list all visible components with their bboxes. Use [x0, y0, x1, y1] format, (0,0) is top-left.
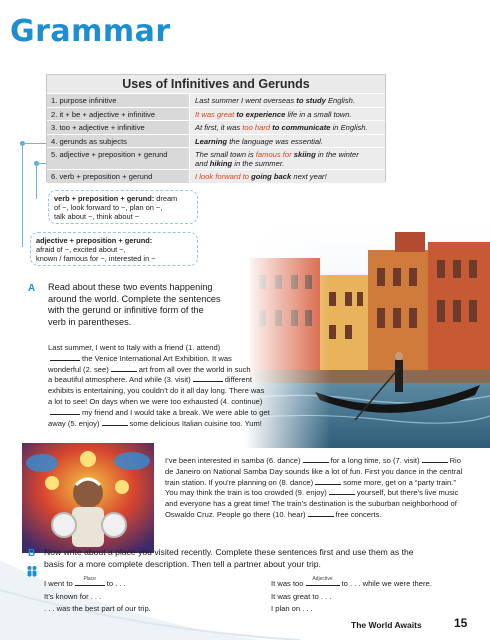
example-fragment: to study — [296, 96, 326, 105]
prompt-line: . . . was the best part of our trip. — [44, 604, 151, 613]
venice-paragraph — [48, 343, 338, 429]
prompts-left — [44, 578, 224, 616]
rule-cell: 1. purpose infinitive — [47, 94, 190, 107]
example-cell — [190, 121, 385, 134]
note-text: afraid of ~, excited about ~, — [36, 245, 126, 254]
instruction-line: verb in parentheses. — [48, 316, 132, 327]
prompt-text: It was too — [271, 579, 304, 588]
connector-hook — [36, 163, 46, 164]
page-number: 15 — [454, 616, 468, 630]
table-title: Uses of Infinitives and Gerunds — [122, 77, 310, 91]
answer-blank[interactable] — [422, 456, 448, 463]
para-text: wonderful (2. see) — [48, 364, 109, 374]
example-fragment: in the summer. — [232, 159, 285, 168]
example-fragment: Learning — [195, 136, 228, 146]
example-cell — [190, 135, 385, 148]
rule-cell: 3. too + adjective + infinitive — [47, 121, 190, 134]
blank-label: Adjective — [312, 576, 333, 582]
example-fragment: It was great — [195, 109, 235, 119]
example-fragment: At first, it was — [195, 123, 243, 132]
rule-cell: 2. it + be + adjective + infinitive — [47, 108, 190, 121]
para-line — [165, 456, 485, 467]
example-fragment: skiing — [291, 150, 316, 159]
connector-line — [36, 163, 37, 199]
para-text: Rio — [449, 456, 461, 465]
example-line-2 — [195, 159, 381, 168]
answer-blank[interactable] — [193, 375, 223, 382]
example-cell — [190, 108, 385, 121]
example-fragment: life in a small town. — [285, 109, 352, 119]
example-fragment: too hard — [242, 123, 271, 132]
answer-blank[interactable] — [102, 419, 128, 426]
rio-paragraph — [165, 456, 485, 521]
para-text: a lot to see! On days when we were too exhausted (4. continue) — [48, 396, 263, 406]
exercise-a-letter: A — [28, 283, 36, 294]
example-fragment: in the winter — [315, 150, 359, 159]
para-line — [48, 386, 338, 397]
answer-blank[interactable] — [308, 510, 334, 517]
rule-cell: 6. verb + preposition + gerund — [47, 170, 190, 183]
prompt-line — [271, 578, 481, 591]
connector-line — [22, 143, 23, 247]
para-text: de Janeiro on National Samba Day sounds like a lot of fun. First you dance in the central — [165, 466, 463, 476]
example-fragment: I look forward to — [195, 172, 250, 181]
exercise-b-instruction — [44, 547, 484, 570]
example-fragment: next year! — [291, 172, 327, 181]
answer-blank[interactable] — [75, 576, 105, 586]
table-row — [47, 107, 385, 121]
table-row — [47, 147, 385, 169]
para-text: for a long time, so (7. visit) — [330, 456, 420, 465]
answer-blank[interactable] — [303, 456, 329, 463]
para-line — [48, 354, 338, 365]
para-text: free concerts. — [335, 509, 382, 519]
para-line — [48, 375, 338, 386]
para-text: some delicious Italian cuisine too. Yum! — [129, 418, 262, 428]
para-text: You may think the train is too crowded (9. enjoy) — [165, 488, 327, 498]
example-fragment: famous for — [255, 150, 292, 159]
instruction-line: Read about these two events happening — [48, 282, 213, 292]
para-line — [165, 467, 485, 478]
para-line — [165, 499, 485, 510]
answer-blank[interactable] — [50, 408, 80, 415]
table-row — [47, 169, 385, 183]
table-row — [47, 120, 385, 134]
table-row — [47, 93, 385, 107]
para-text: exhibits is entertaining, you couldn’t do it all day long. There was — [48, 386, 265, 396]
para-line — [48, 408, 338, 419]
note-text: dream — [154, 194, 178, 203]
instruction-line: basis for a more complete description. Then tell a partner about your trip. — [44, 558, 321, 569]
para-text: the Venice International Art Exhibition. It was — [82, 353, 232, 363]
example-cell — [190, 170, 385, 183]
prompt-line: It’s known for . . . — [44, 591, 102, 601]
example-cell — [190, 94, 385, 107]
prompt-line — [44, 578, 224, 591]
instruction-line: with the gerund or infinitive form of the — [48, 305, 204, 315]
para-text: Last summer, I went to Italy with a friend (1. attend) — [48, 343, 221, 352]
instruction-line: Now write about a place you visited recently. Complete these sentences first and use them as the — [44, 547, 414, 557]
para-text: different — [224, 375, 252, 385]
prompt-line: I plan on . . . — [271, 604, 313, 613]
exercise-a-instruction — [48, 282, 238, 328]
para-text: train station. If you’re planning on (8. dance) — [165, 477, 314, 487]
blank-label: Place — [83, 576, 96, 582]
example-fragment: and — [195, 159, 210, 168]
rule-cell: 4. gerunds as subjects — [47, 135, 190, 148]
note-text: known / famous for ~, interested in ~ — [36, 254, 156, 263]
para-text: yourself, but there’s live music — [356, 488, 459, 498]
example-fragment: in English. — [330, 123, 368, 132]
grammar-table — [46, 74, 386, 182]
table-row — [47, 134, 385, 148]
note-heading: verb + preposition + gerund: — [54, 194, 155, 203]
para-line — [165, 488, 485, 499]
para-line — [48, 343, 338, 354]
example-fragment: going back — [249, 172, 292, 181]
example-fragment: hiking — [209, 159, 233, 168]
prompt-text: to . . . — [106, 579, 126, 588]
exercise-b-letter: B — [28, 548, 36, 559]
para-line — [48, 397, 338, 408]
prompts-right — [271, 578, 481, 616]
page-title: Grammar — [10, 14, 171, 49]
para-text: some more, get on a “party train.” — [343, 477, 456, 487]
para-text: art from all over the world in such — [138, 364, 251, 374]
prompt-text: I went to — [44, 579, 73, 588]
note-heading: adjective + preposition + gerund: — [36, 236, 153, 245]
para-text: Oswaldo Cruz. People go there (10. hear) — [165, 509, 306, 519]
para-line — [48, 419, 338, 430]
para-text: my friend and I would take a break. We were able to get — [82, 407, 270, 417]
note-text: talk about ~, think about ~ — [54, 212, 140, 221]
para-text: and everyone has a great time! The train’s destination is the suburban neighborhood of — [165, 499, 457, 509]
example-cell — [190, 148, 385, 169]
connector-hook — [22, 143, 46, 144]
para-text: I’ve been interested in samba (6. dance) — [165, 456, 301, 465]
answer-blank[interactable] — [111, 365, 137, 372]
example-fragment: Last summer I went overseas — [195, 96, 297, 105]
para-text: a beautiful atmosphere. And while (3. visit) — [48, 375, 191, 385]
footer-unit-title: The World Awaits — [351, 620, 422, 630]
answer-blank[interactable] — [50, 354, 80, 361]
example-fragment: English. — [325, 96, 355, 105]
note-text: of ~, look forward to ~, plan on ~, — [54, 203, 163, 212]
prompt-text: to . . . while we were there. — [341, 579, 432, 588]
answer-blank[interactable] — [329, 488, 355, 495]
example-fragment: to communicate — [270, 123, 331, 132]
note-verb-preposition — [48, 190, 198, 224]
example-fragment: to experience — [234, 109, 286, 119]
pair-work-icon — [26, 565, 38, 580]
para-line — [48, 365, 338, 376]
example-fragment: the language was essential. — [227, 136, 323, 146]
instruction-line: around the world. Complete the sentences — [48, 293, 221, 304]
answer-blank[interactable] — [315, 478, 341, 485]
answer-blank[interactable] — [306, 576, 340, 586]
para-line — [165, 478, 485, 489]
example-fragment: The small town is — [195, 150, 256, 159]
para-text: away (5. enjoy) — [48, 418, 100, 428]
prompt-line: It was great to . . . — [271, 591, 332, 601]
rule-cell: 5. adjective + preposition + gerund — [47, 148, 190, 169]
note-adjective-preposition — [30, 232, 198, 266]
